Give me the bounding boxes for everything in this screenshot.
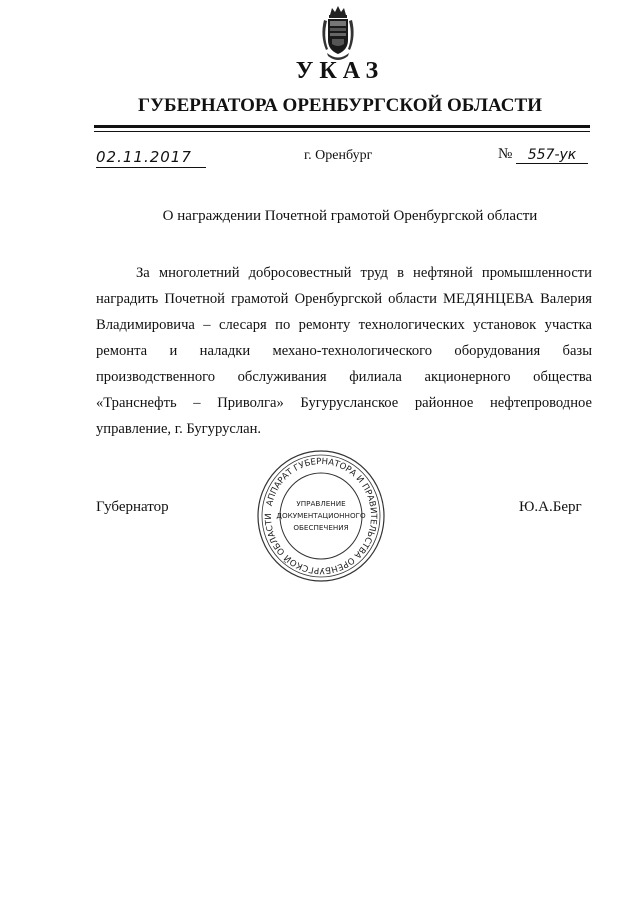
signatory-name: Ю.А.Берг	[519, 499, 582, 515]
header-rule-thin	[94, 131, 590, 132]
stamp-line-3: ОБЕСПЕЧЕНИЯ	[293, 523, 349, 532]
signatory-position: Губернатор	[96, 499, 169, 515]
document-number: 557-ук	[516, 147, 588, 164]
document-title: УКАЗ	[295, 58, 385, 84]
document-heading: О награждении Почетной грамотой Оренбургской области	[162, 208, 538, 224]
stamp-line-2: ДОКУМЕНТАЦИОННОГО	[276, 511, 366, 520]
document-date: 02.11.2017	[96, 148, 206, 168]
header-rule-thick	[94, 125, 590, 128]
document-city: г. Оренбург	[304, 148, 373, 163]
stamp-ring-text: АППАРАТ ГУБЕРНАТОРА И ПРАВИТЕЛЬСТВА ОРЕНБУРГСКОЙ ОБЛАСТИ	[263, 456, 379, 576]
document-subtitle: ГУБЕРНАТОРА ОРЕНБУРГСКОЙ ОБЛАСТИ	[138, 95, 542, 116]
document-body: За многолетний добросовестный труд в нефтяной промышленности наградить Почетной грамотой Оренбургской области МЕДЯНЦЕВА Валерия Владимировича – слесаря по ремонту технологических установок участка ремонта и наладки механо-технологического оборудования базы производственного обслуживания филиала акционерного общества «Транснефть – Приволга» Бугурусланское районное нефтепроводное управление, г. Бугуруслан.	[96, 265, 592, 437]
document-number-label: №	[498, 146, 513, 162]
stamp-line-1: УПРАВЛЕНИЕ	[296, 499, 346, 508]
coat-of-arms-icon	[318, 6, 358, 62]
official-stamp	[256, 448, 386, 584]
